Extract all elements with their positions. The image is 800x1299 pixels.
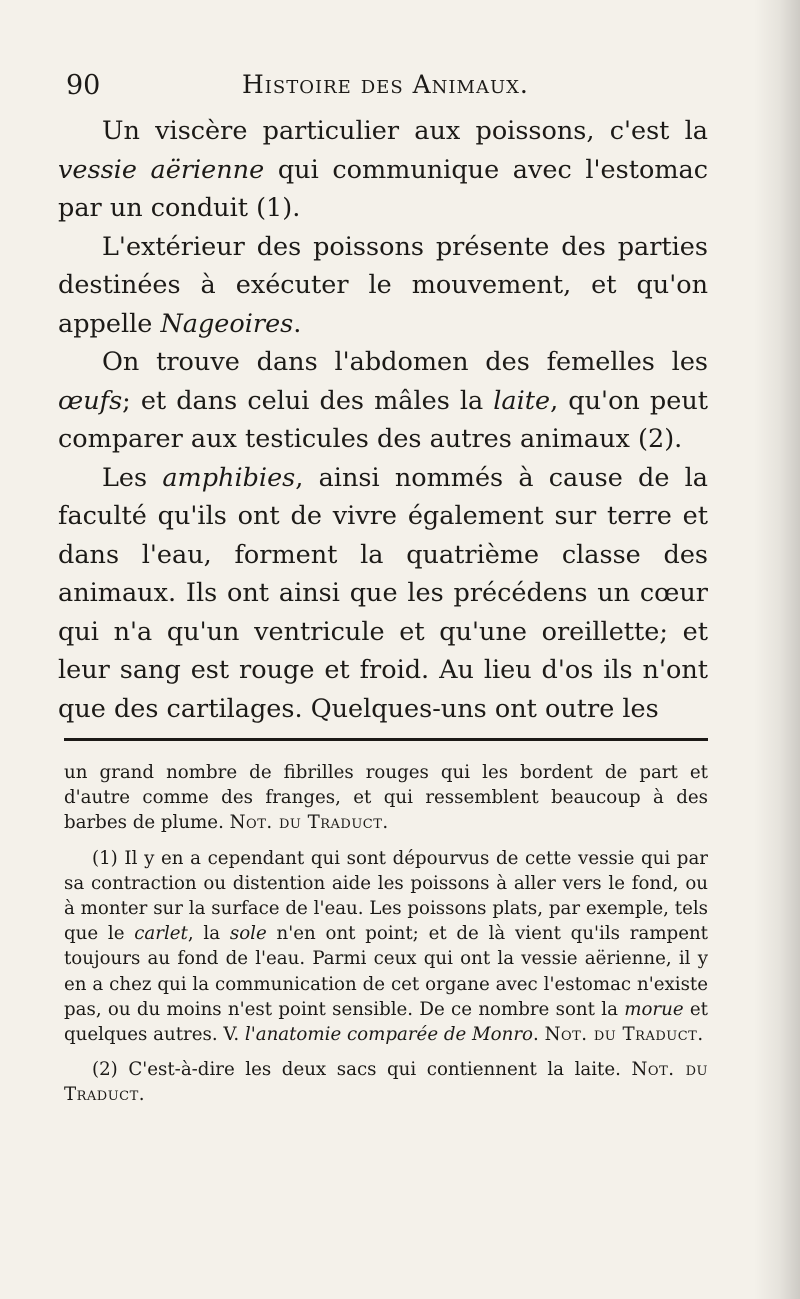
footnote-continuation: un grand nombre de fibrilles rouges qui les bordent de part et d'autre comme des franges, et qui ressemblent beaucoup à des barbes de plume. Not. du Traduct. <box>64 762 708 834</box>
page-header <box>66 70 706 110</box>
paragraph: Un viscère particulier aux poissons, c'est la vessie aërienne qui communique avec l'estomac par un conduit (1). <box>58 116 708 223</box>
paragraph: On trouve dans l'abdomen des femelles les œufs; et dans celui des mâles la laite, qu'on peut comparer aux testicules des autres animaux (2). <box>58 347 708 454</box>
paragraph: Les amphibies, ainsi nommés à cause de la faculté qu'ils ont de vivre également sur terre et dans l'eau, forment la quatrième classe des animaux. Ils ont ainsi que les précédens un cœur qui n'a qu'un ventricule et qu'une oreillette; et leur sang est rouge et froid. Au lieu d'os ils n'ont que des cartilages. Quelques-uns ont outre les <box>58 462 709 724</box>
footnote-rule <box>64 738 708 741</box>
footnote-2: (2) C'est-à-dire les deux sacs qui contiennent la laite. Not. du Traduct. <box>64 1059 708 1106</box>
running-title: Histoire des Animaux. <box>242 70 529 99</box>
main-text <box>58 112 708 728</box>
footnotes <box>64 760 708 1108</box>
page-number: 90 <box>66 70 101 101</box>
paragraph: L'extérieur des poissons présente des parties destinées à exécuter le mouvement, et qu'on appelle Nageoires. <box>58 231 708 339</box>
page-gutter-shadow <box>754 0 800 1299</box>
footnote-1: (1) Il y en a cependant qui sont dépourvus de cette vessie qui par sa contraction ou distention aide les poissons à aller vers le fond, ou à monter sur la surface de l'eau. Les poissons plats, par exemple, tels que le carlet, la sole n'en ont point; et de là vient qu'ils rampent toujours au fond de l'eau. Parmi ceux qui ont la vessie aërienne, il y en a chez qui la communication de cet organe avec l'estomac n'existe pas, ou du moins n'est point sensible. De ce nombre sont la morue et quelques autres. V. l'anatomie comparée de Monro. Not. du Traduct. <box>64 847 708 1046</box>
